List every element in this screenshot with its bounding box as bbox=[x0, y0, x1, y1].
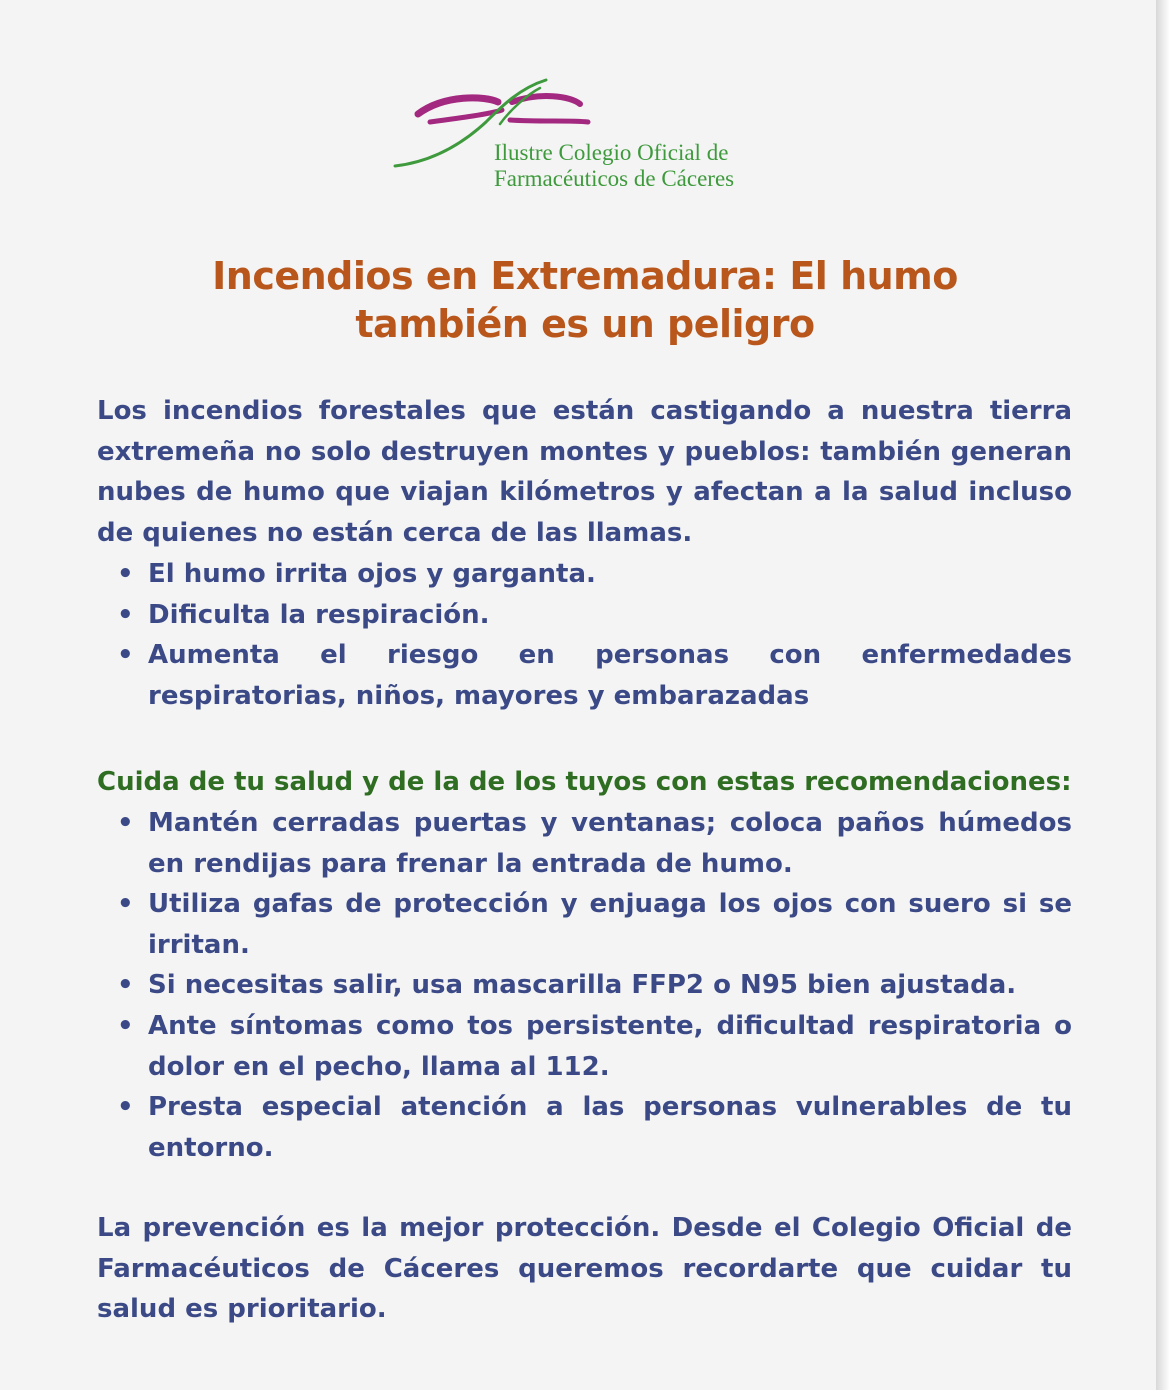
bullet-icon: • bbox=[117, 808, 134, 838]
effects-list bbox=[97, 554, 1072, 716]
bullet-icon: • bbox=[117, 889, 134, 920]
logo bbox=[390, 74, 790, 194]
bullet-icon: • bbox=[117, 559, 134, 589]
recommendations-list bbox=[97, 803, 1072, 1168]
list-item-text: Dificulta la respiración. bbox=[148, 599, 490, 630]
logo-text-line1: Ilustre Colegio Oficial de bbox=[494, 140, 729, 165]
list-item bbox=[97, 1006, 1072, 1087]
page-edge bbox=[1156, 0, 1170, 1390]
bullet-icon: • bbox=[117, 599, 134, 630]
list-item bbox=[97, 803, 1072, 884]
title-line1: Incendios en Extremadura: El humo bbox=[212, 254, 958, 298]
list-item-text: Si necesitas salir, usa mascarilla FFP2 o N95 bien ajustada. bbox=[148, 970, 1017, 1001]
intro-paragraph: Los incendios forestales que están castigando a nuestra tierra extremeña no solo destruyen montes y pueblos: también generan nubes de humo que viajan kilómetros y afectan a la salud incluso de quienes no están cerca de las llamas. bbox=[97, 396, 1072, 548]
bullet-icon: • bbox=[117, 640, 134, 671]
list-item-text: Ante síntomas como tos persistente, dificultad respiratoria o dolor en el pecho, llama al 112. bbox=[148, 1010, 1072, 1082]
list-item-text: Utiliza gafas de protección y enjuaga los ojos con suero si se irritan. bbox=[148, 889, 1072, 960]
page-title bbox=[100, 252, 1070, 348]
bullet-icon: • bbox=[117, 1092, 134, 1123]
list-item bbox=[97, 1087, 1072, 1168]
list-item-text: Aumenta el riesgo en personas con enfermedades respiratorias, niños, mayores y embarazadas bbox=[148, 640, 1072, 711]
list-item bbox=[97, 595, 1072, 636]
list-item bbox=[97, 635, 1072, 716]
bullet-icon: • bbox=[117, 1010, 134, 1041]
list-item bbox=[97, 884, 1072, 965]
list-item bbox=[97, 965, 1072, 1006]
recommendations-heading: Cuida de tu salud y de la de los tuyos con estas recomendaciones: bbox=[97, 767, 1072, 797]
list-item bbox=[97, 554, 1072, 595]
list-item-text: Presta especial atención a las personas vulnerables de tu entorno. bbox=[148, 1092, 1072, 1163]
bullet-icon: • bbox=[117, 970, 134, 1001]
logo-text bbox=[494, 140, 734, 192]
logo-text-line2: Farmacéuticos de Cáceres bbox=[494, 166, 735, 191]
title-line2: también es un peligro bbox=[355, 302, 815, 346]
list-item-text: Mantén cerradas puertas y ventanas; coloca paños húmedos en rendijas para frenar la entrada de humo. bbox=[148, 808, 1072, 879]
closing-paragraph: La prevención es la mejor protección. Desde el Colegio Oficial de Farmacéuticos de Cáceres queremos recordarte que cuidar tu salud es prioritario. bbox=[97, 1213, 1072, 1325]
list-item-text: El humo irrita ojos y garganta. bbox=[148, 559, 596, 589]
